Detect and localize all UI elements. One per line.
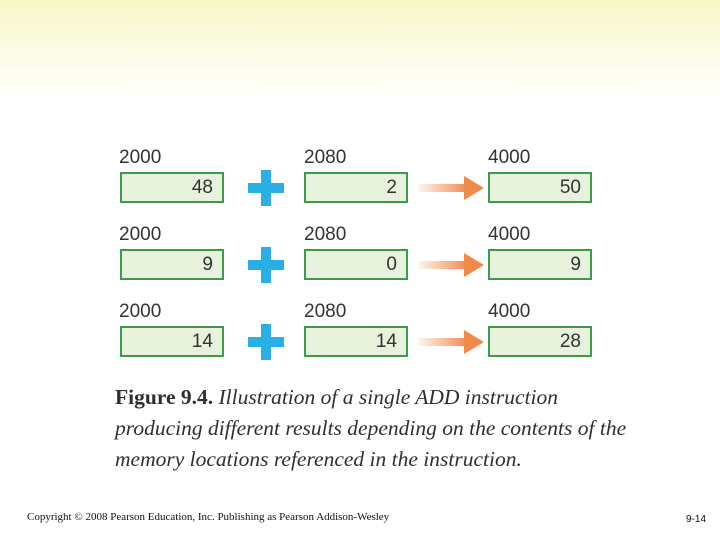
figure-caption [115, 382, 635, 475]
arrow-right-icon [418, 253, 484, 277]
arrow-right-icon [418, 176, 484, 200]
copyright-footer: Copyright © 2008 Pearson Education, Inc. Publishing as Pearson Addison-Wesley [27, 511, 390, 523]
result-cell: 28 [488, 326, 592, 357]
result-cell: 9 [488, 249, 592, 280]
operand-b-cell: 14 [304, 326, 408, 357]
operand-b-address: 2080 [304, 224, 347, 245]
operand-a-address: 2000 [119, 301, 162, 322]
plus-icon [248, 324, 284, 360]
operand-a-cell: 9 [120, 249, 224, 280]
page-number: 9-14 [685, 514, 706, 525]
figure-label: Figure 9.4. [115, 385, 214, 409]
operand-b-cell: 2 [304, 172, 408, 203]
operand-b-address: 2080 [304, 301, 347, 322]
result-address: 4000 [488, 301, 531, 322]
operand-a-cell: 14 [120, 326, 224, 357]
plus-icon [248, 170, 284, 206]
operand-a-address: 2000 [119, 224, 162, 245]
arrow-right-icon [418, 330, 484, 354]
operand-b-address: 2080 [304, 147, 347, 168]
result-address: 4000 [488, 147, 531, 168]
operand-b-cell: 0 [304, 249, 408, 280]
figure-caption-text: Illustration of a single ADD instruction producing different results depending on the contents of the memory locations referenced in the instruction. [115, 385, 627, 471]
result-address: 4000 [488, 224, 531, 245]
operand-a-address: 2000 [119, 147, 162, 168]
operand-a-cell: 48 [120, 172, 224, 203]
result-cell: 50 [488, 172, 592, 203]
plus-icon [248, 247, 284, 283]
